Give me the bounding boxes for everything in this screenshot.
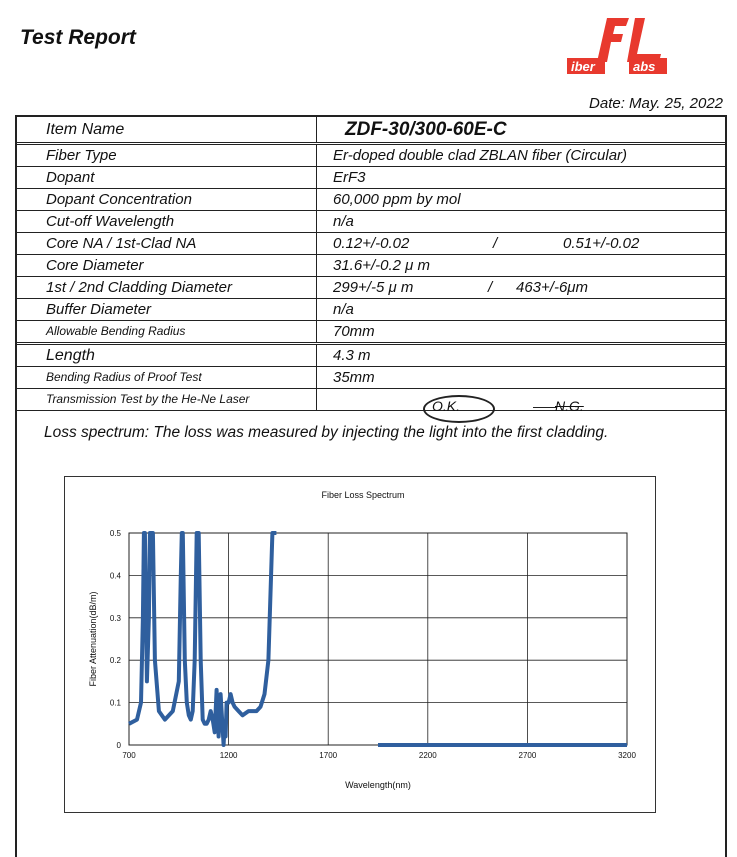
label-transmission-test: Transmission Test by the He-Ne Laser [16,389,317,411]
table-row [16,344,727,367]
y-tick-label: 0.4 [109,571,121,581]
label-dopant-concentration: Dopant Concentration [16,189,317,211]
chart-ylabel: Fiber Attenuation(dB/m) [88,591,98,687]
table-row [16,299,727,321]
label-item-name: Item Name [16,116,317,144]
value-dopant: ErF3 [317,167,727,189]
ng-result: N.G. [555,398,584,414]
value-dopant-concentration: 60,000 ppm by mol [317,189,727,211]
label-buffer-diameter: Buffer Diameter [16,299,317,321]
value-1st-clad: 299+/-5 μ m [333,279,414,296]
label-core-diameter: Core Diameter [16,255,317,277]
table-row [16,277,727,299]
loss-spectrum-note: Loss spectrum: The loss was measured by injecting the light into the first cladding. [44,424,609,441]
spec-table [15,115,727,411]
table-row [16,233,727,255]
report-title: Test Report [20,26,136,49]
value-na [317,233,727,255]
clad-separator: / [488,279,493,296]
logo-text-2: abs [633,59,656,74]
value-bending-radius: 70mm [317,321,727,344]
label-na: Core NA / 1st-Clad NA [16,233,317,255]
value-proof-test-radius: 35mm [317,367,727,389]
x-tick-label: 2200 [418,751,437,760]
value-buffer-diameter: n/a [317,299,727,321]
value-core-diameter: 31.6+/-0.2 μ m [317,255,727,277]
logo-text-1: iber [571,59,595,74]
label-fiber-type: Fiber Type [16,144,317,167]
chart-xlabel: Wavelength(nm) [345,780,411,790]
table-row [16,116,727,144]
fiberlabs-logo [567,16,667,76]
table-row [16,211,727,233]
label-bending-radius: Allowable Bending Radius [16,321,317,344]
loss-chart-frame [64,476,656,813]
ng-strike-line [533,407,557,408]
value-transmission-test [317,389,727,411]
report-date: Date: May. 25, 2022 [589,95,723,112]
value-item-name: ZDF-30/300-60E-C [317,116,727,144]
x-tick-label: 2700 [518,751,537,760]
value-cutoff-wavelength: n/a [317,211,727,233]
x-tick-label: 700 [122,751,136,760]
value-clad-na: 0.51+/-0.02 [563,235,640,252]
table-row [16,255,727,277]
label-cladding-diameter: 1st / 2nd Cladding Diameter [16,277,317,299]
x-tick-label: 3200 [618,751,636,760]
loss-chart [65,477,655,812]
label-length: Length [16,344,317,367]
table-row [16,144,727,167]
table-row [16,389,727,411]
value-length: 4.3 m [317,344,727,367]
chart-title: Fiber Loss Spectrum [321,490,405,500]
y-tick-label: 0.1 [109,698,121,708]
x-tick-label: 1200 [219,751,238,760]
table-row [16,167,727,189]
table-row [16,367,727,389]
value-core-na: 0.12+/-0.02 [333,235,410,252]
table-row [16,189,727,211]
ok-result: O.K. [432,398,461,414]
y-tick-label: 0.5 [109,529,121,538]
value-cladding-diameter [317,277,727,299]
label-dopant: Dopant [16,167,317,189]
value-2nd-clad: 463+/-6μm [516,279,589,296]
table-row [16,321,727,344]
series-line [129,533,627,745]
y-tick-label: 0.2 [109,656,121,666]
y-tick-label: 0 [116,741,121,750]
na-separator: / [493,235,498,252]
chart-ticks [110,529,637,760]
y-tick-label: 0.3 [109,613,121,623]
x-tick-label: 1700 [319,751,338,760]
value-fiber-type: Er-doped double clad ZBLAN fiber (Circular) [317,144,727,167]
label-cutoff-wavelength: Cut-off Wavelength [16,211,317,233]
label-proof-test-radius: Bending Radius of Proof Test [16,367,317,389]
